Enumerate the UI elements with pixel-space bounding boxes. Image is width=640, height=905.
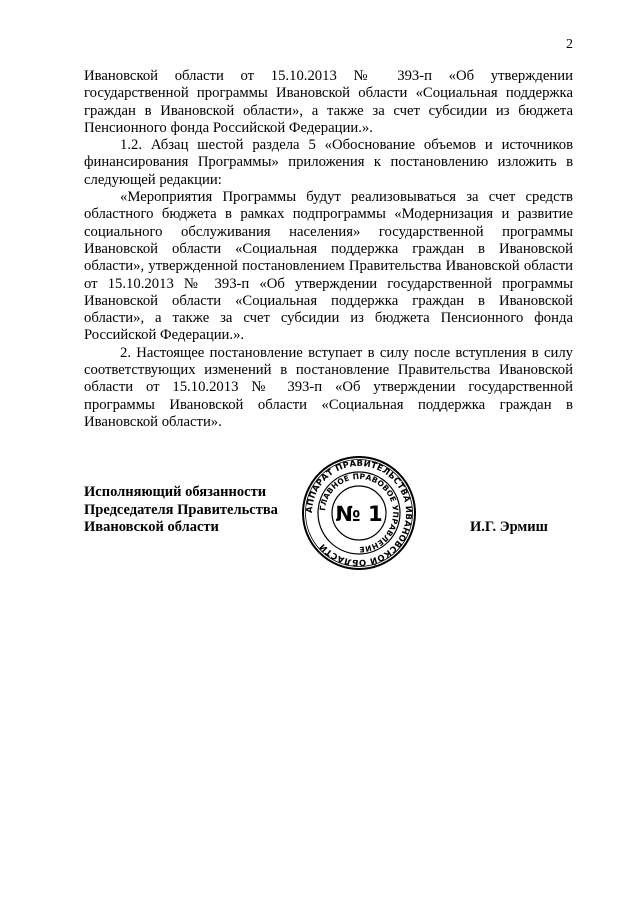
seal-outer-text: АППАРАТ ПРАВИТЕЛЬСТВА ИВАНОВСКОЙ ОБЛАСТИ bbox=[303, 457, 415, 569]
seal-inner-text: ГЛАВНОЕ ПРАВОВОЕ УПРАВЛЕНИЕ bbox=[318, 471, 401, 555]
document-body bbox=[84, 68, 573, 431]
paragraph-quoted-text: «Мероприятия Программы будут реализовываться за счет средств областного бюджета в рамках подпрограммы «Модернизация и развитие социального обслуживания населения» государственной программы Ивановской области «Социальная поддержка граждан в Ивановской области», утвержденной постановлением Правительства Ивановской области от 15.10.2013 № 393-п «Об утверждении государственной программы Ивановской области «Социальная поддержка граждан в Ивановской области», а также за счет субсидии из бюджета Пенсионного фонда Российской Федерации.». bbox=[84, 189, 573, 344]
seal-number: № 1 bbox=[335, 502, 383, 526]
signatory-position-line: Председателя Правительства bbox=[84, 501, 278, 518]
signatory-position-line: Ивановской области bbox=[84, 519, 219, 535]
paragraph-2: 2. Настоящее постановление вступает в силу после вступления в силу соответствующих изменений в постановление Правительства Ивановской области от 15.10.2013 № 393-п «Об утверждении государственной программы Ивановской области «Социальная поддержка граждан в Ивановской области». bbox=[84, 344, 573, 430]
signatory-position bbox=[84, 484, 284, 537]
signatory-name: И.Г. Эрмиш bbox=[470, 519, 548, 535]
paragraph-continuation: Ивановской области от 15.10.2013 № 393-п «Об утверждении государственной программы Ивановской области «Социальная поддержка граждан в Ивановской области», а также за счет субсидии из бюджета Пенсионного фонда Российской Федерации.». bbox=[84, 68, 573, 136]
page-number: 2 bbox=[566, 37, 573, 52]
paragraph-1-2: 1.2. Абзац шестой раздела 5 «Обоснование объемов и источников финансирования Программы» приложения к постановлению изложить в следующей редакции: bbox=[84, 137, 573, 188]
official-seal-stamp bbox=[301, 455, 417, 571]
signatory-position-line: Исполняющий обязанности bbox=[84, 484, 267, 500]
